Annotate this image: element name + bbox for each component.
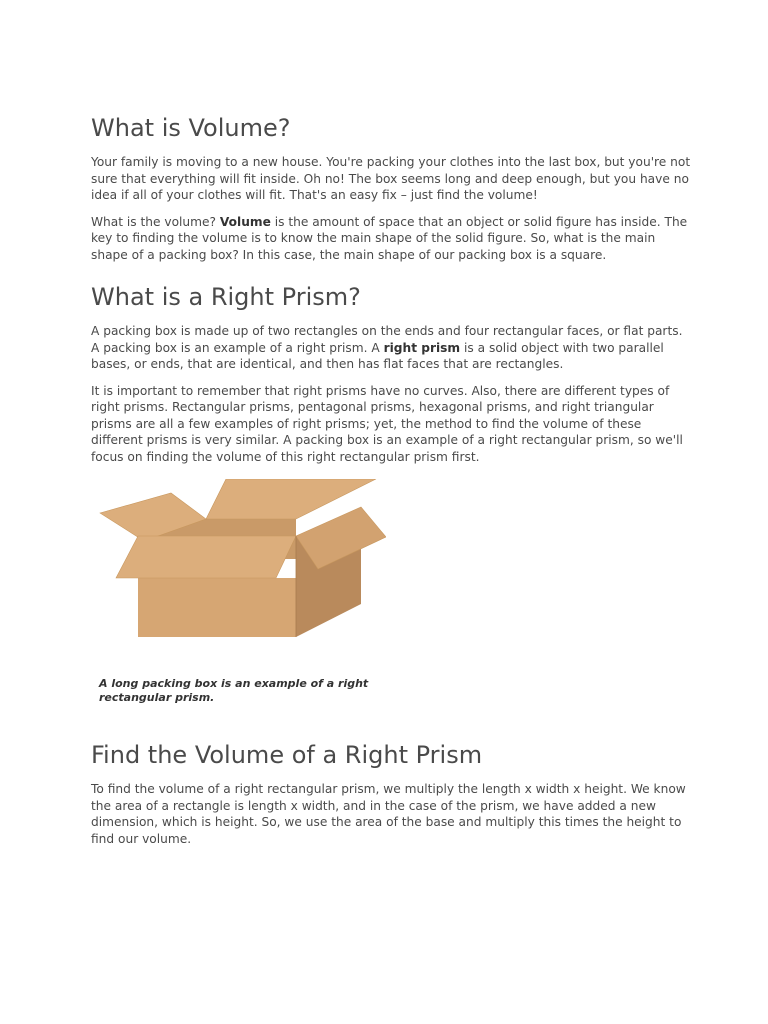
paragraph-volume-formula: To find the volume of a right rectangular prism, we multiply the length x width x height. We know the area of a rectangle is length x width, and in the case of the prism, we have added a new dimension, which is height. So, we use the area of the base and multiply this times the height to find our volume. (91, 782, 686, 846)
term-volume: Volume (219, 214, 271, 229)
packing-box-figure (91, 479, 691, 669)
box-front-face (138, 578, 296, 637)
text-span: A packing box is made up of two rectangles on the ends and four rectangular faces, or flat parts. A packing box is an example of a right prism. A (91, 324, 683, 355)
paragraph-right-prism-definition (91, 323, 691, 373)
heading-find-volume: Find the Volume of a Right Prism (91, 741, 483, 769)
packing-box-illustration (96, 479, 386, 649)
text-span: is the amount of space that an object or solid figure has inside. The key to finding the volume is to know the main shape of the solid figure. So, what is the main shape of a packing box? In this case, the main shape of our packing box is a square. (91, 214, 688, 262)
term-right-prism: right prism (383, 340, 461, 355)
heading-what-is-right-prism: What is a Right Prism? (91, 283, 361, 311)
paragraph-volume-definition (91, 214, 691, 264)
text-span: is a solid object with two parallel bases, or ends, that are identical, and then has flat faces that are rectangles. (91, 340, 664, 371)
paragraph-moving-story: Your family is moving to a new house. You're packing your clothes into the last box, but you're not sure that everything will fit inside. Oh no! The box seems long and deep enough, but you have no idea if all of your clothes will fit. That's an easy fix – just find the volume! (91, 155, 691, 202)
heading-what-is-volume: What is Volume? (91, 114, 291, 142)
document-page (91, 112, 691, 847)
box-flap-front (116, 536, 296, 578)
figure-caption: A long packing box is an example of a right rectangular prism. (99, 677, 369, 704)
paragraph-prism-types: It is important to remember that right prisms have no curves. Also, there are different types of right prisms. Rectangular prisms, pentagonal prisms, hexagonal prisms, and right triangular prisms are all a few examples of right prisms; yet, the method to find the volume of these different prisms is very similar. A packing box is an example of a right rectangular prism, so we'll focus on finding the volume of this right rectangular prism first. (91, 383, 683, 464)
text-span: What is the volume? (91, 214, 220, 229)
